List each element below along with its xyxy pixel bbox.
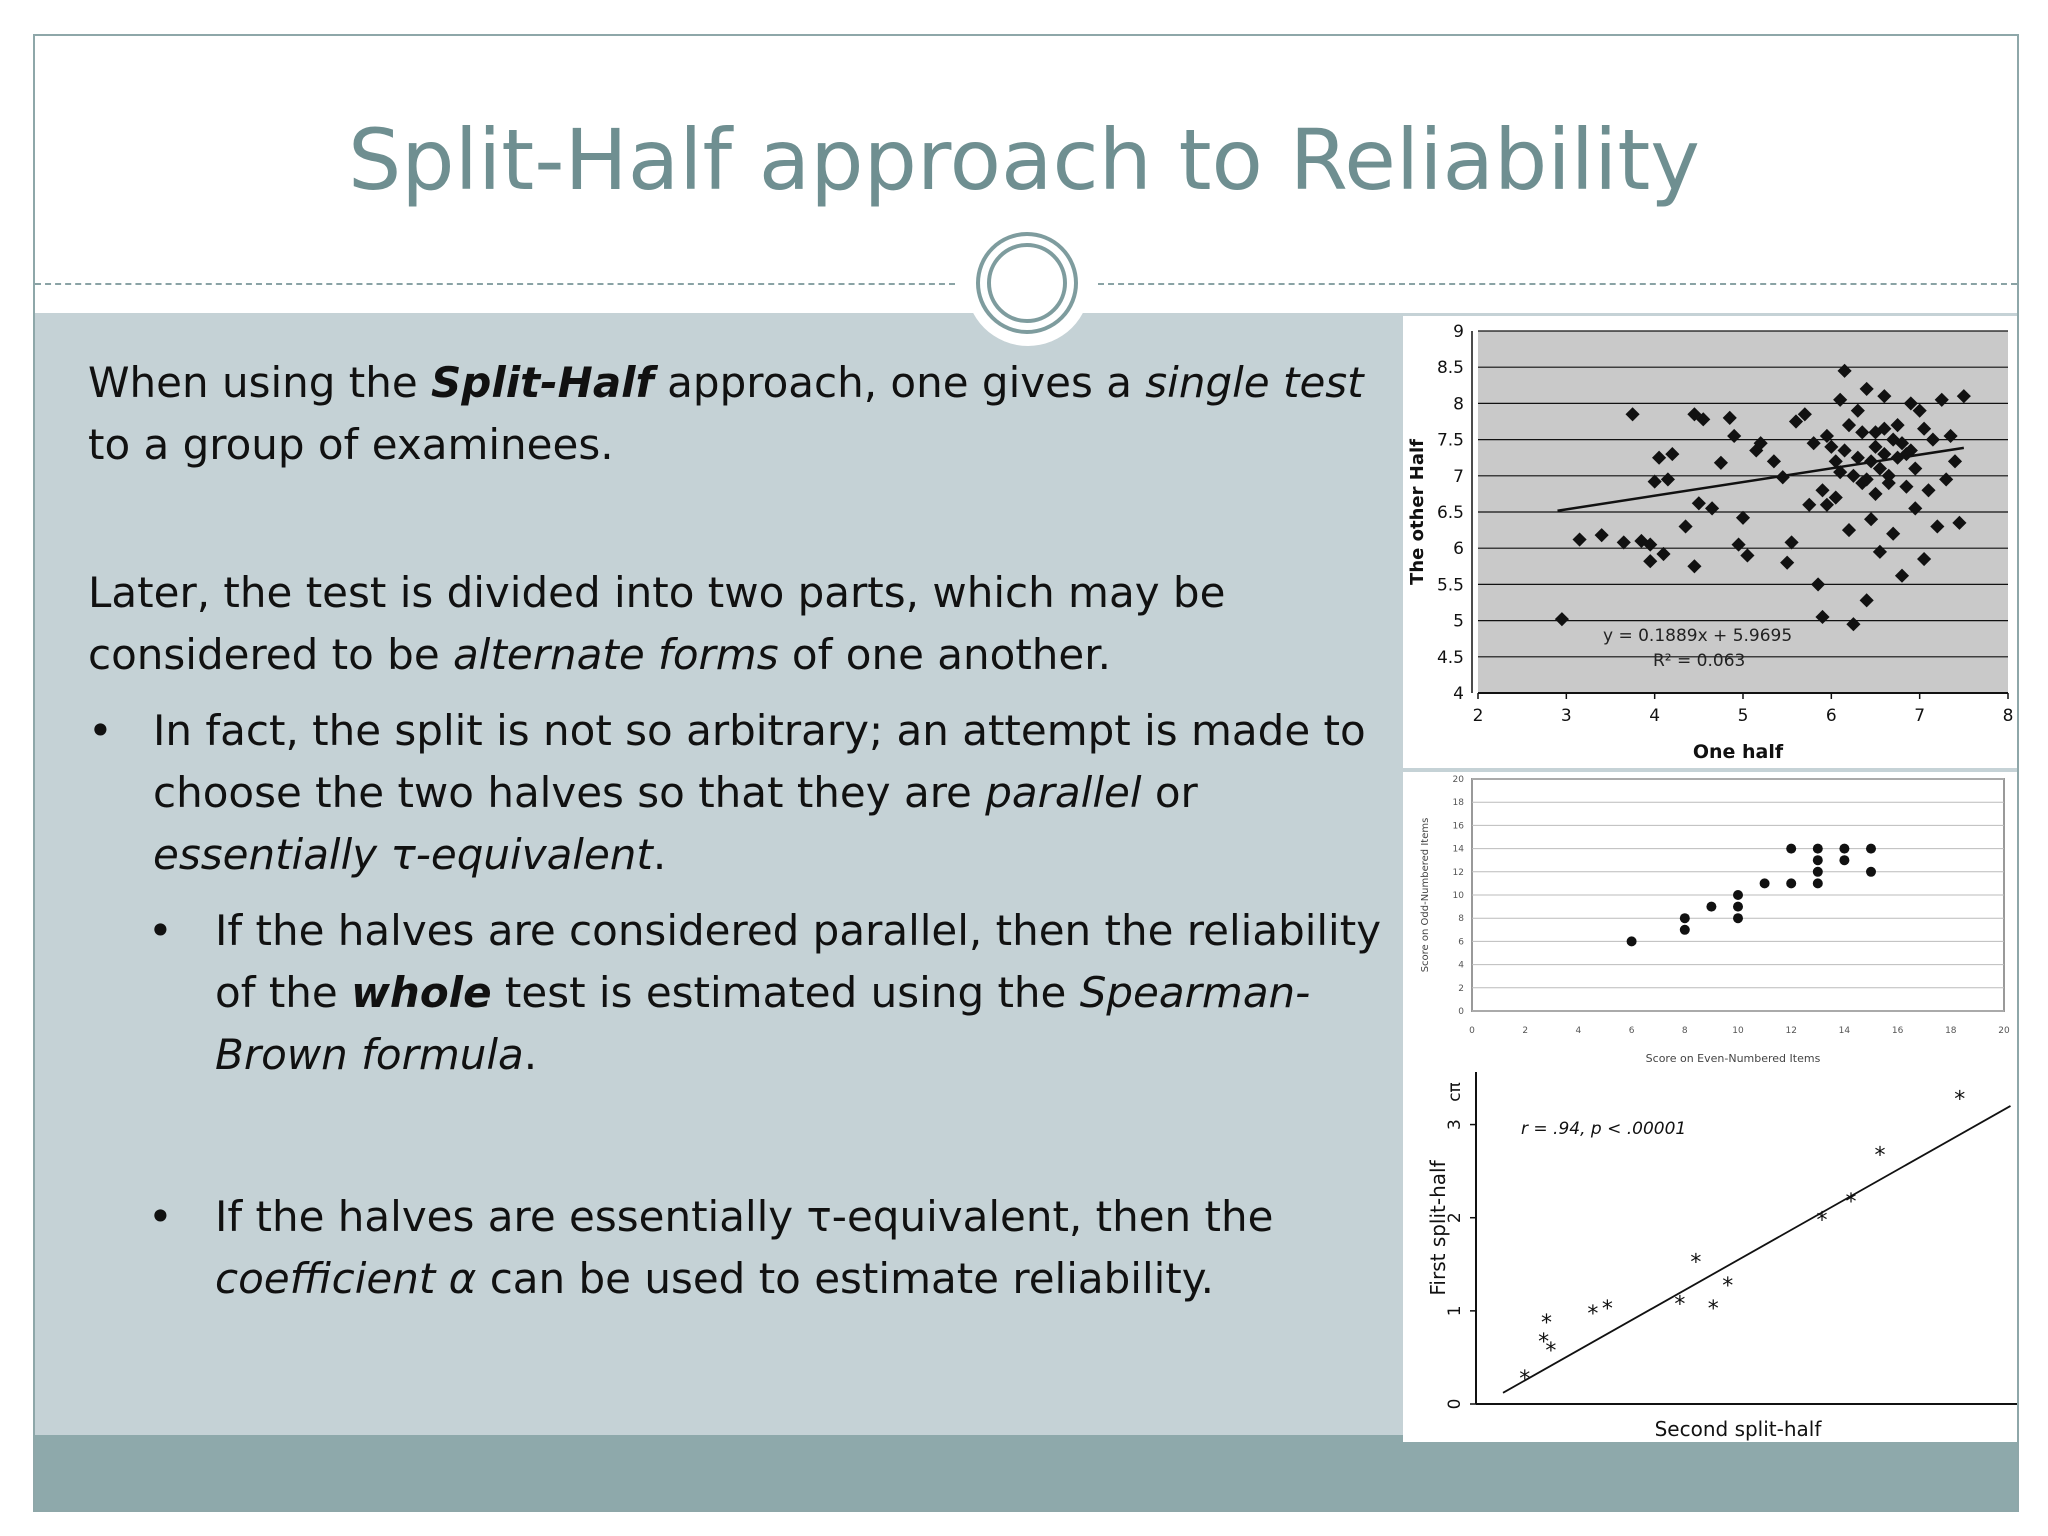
x-tick-label: 3 xyxy=(1560,706,1572,726)
y-tick-label: 10 xyxy=(1452,891,1464,901)
x-tick-label: 7 xyxy=(1914,706,1926,726)
y-tick-label: 8 xyxy=(1453,394,1464,415)
bullet-parallel-halves xyxy=(88,900,1388,1086)
y-tick-label: 4 xyxy=(1458,960,1464,971)
emphasis-parallel: parallel xyxy=(985,768,1142,817)
scatter-chart-bottom xyxy=(1403,1070,2017,1442)
data-point xyxy=(1706,902,1716,912)
footer-bar xyxy=(35,1435,2017,1510)
x-tick-label: 6 xyxy=(1825,706,1837,726)
text-run: . xyxy=(523,1030,538,1079)
data-point xyxy=(1839,855,1849,865)
text-run: If the halves are essentially τ-equivalent, then the xyxy=(215,1192,1274,1241)
data-point xyxy=(1733,890,1743,900)
emphasis-single-test: single test xyxy=(1145,358,1364,407)
data-point xyxy=(1680,925,1690,935)
x-tick-label: 14 xyxy=(1838,1026,1851,1036)
y-tick-label: 4.5 xyxy=(1436,647,1464,668)
trendline xyxy=(1503,1106,2011,1393)
data-point xyxy=(1733,913,1743,923)
scatter-chart-middle xyxy=(1403,772,2017,1070)
x-tick-label: 4 xyxy=(1649,706,1661,726)
title-divider-right xyxy=(1098,283,2017,285)
y-axis-label: The other Half xyxy=(1407,439,1428,585)
text-run: Later, the test is divided into two parts, which may be considered to be xyxy=(88,568,1226,679)
y-tick-label: 5.5 xyxy=(1436,575,1464,596)
x-tick-label: 8 xyxy=(2002,706,2014,726)
paragraph-intro xyxy=(88,352,1388,476)
y-tick-label: 6 xyxy=(1458,937,1464,948)
regression-equation: y = 0.1889x + 5.9695 xyxy=(1603,626,1793,646)
text-run: . xyxy=(652,830,667,879)
title-divider-left xyxy=(35,283,955,285)
y-tick-label-partial: cπ xyxy=(1445,1082,1465,1102)
paragraph-alternate-forms xyxy=(88,562,1388,686)
data-point: * xyxy=(1816,1208,1828,1234)
x-tick-label: 0 xyxy=(1469,1026,1475,1036)
scatter-chart-bottom-svg xyxy=(1403,1070,2017,1442)
emphasis-split-half: Split-Half xyxy=(431,358,654,407)
text-run: If the halves are considered parallel, then the reliability of the xyxy=(215,906,1382,1017)
text-run: In fact, the split is not so arbitrary; an attempt is made to choose the two halves so that they are xyxy=(153,706,1366,817)
data-point xyxy=(1813,878,1823,888)
x-tick-label: 4 xyxy=(1575,1026,1582,1036)
slide-body xyxy=(88,352,1388,1310)
data-point xyxy=(1733,902,1743,912)
data-point: * xyxy=(1845,1190,1857,1216)
y-tick-label: 9 xyxy=(1453,322,1464,342)
data-point xyxy=(1786,844,1796,854)
data-point: * xyxy=(1601,1297,1613,1323)
text-run: approach, one gives a xyxy=(653,358,1146,407)
y-tick-label: 7 xyxy=(1453,466,1464,487)
emphasis-whole: whole xyxy=(351,968,492,1017)
data-point xyxy=(1866,867,1876,877)
bullet-marker: • xyxy=(88,706,113,755)
y-tick-label: 2 xyxy=(1445,1212,1465,1224)
r-squared-label: R² = 0.063 xyxy=(1653,651,1746,671)
x-tick-label: 8 xyxy=(1681,1026,1688,1036)
emphasis-tau-equivalent: essentially τ-equivalent xyxy=(153,830,653,879)
y-tick-label: 12 xyxy=(1452,867,1464,878)
y-tick-label: 6.5 xyxy=(1436,503,1464,523)
x-tick-label: 12 xyxy=(1785,1026,1797,1036)
x-tick-label: 2 xyxy=(1472,706,1484,726)
y-tick-label: 8 xyxy=(1458,914,1464,925)
x-tick-label: 10 xyxy=(1732,1026,1744,1036)
y-tick-label: 5 xyxy=(1453,611,1464,632)
data-point: * xyxy=(1690,1250,1702,1276)
y-tick-label: 8.5 xyxy=(1436,358,1464,379)
slide-title: Split-Half approach to Reliability xyxy=(347,111,1701,209)
data-point xyxy=(1627,936,1637,946)
x-axis-label: Second split-half xyxy=(1654,1417,1822,1441)
y-tick-label: 1 xyxy=(1445,1305,1465,1317)
y-tick-label: 4 xyxy=(1453,684,1464,704)
y-axis-label: First split-half xyxy=(1426,1160,1450,1296)
divider-ring-inner xyxy=(987,243,1067,323)
data-point: * xyxy=(1519,1367,1531,1393)
y-tick-label: 0 xyxy=(1458,1007,1464,1017)
text-run: or xyxy=(1141,768,1198,817)
data-point: * xyxy=(1541,1311,1552,1337)
x-tick-label: 6 xyxy=(1628,1026,1635,1036)
bullet-tau-equivalent-halves xyxy=(88,1186,1388,1310)
data-point xyxy=(1760,878,1770,888)
text-run: When using the xyxy=(88,358,432,407)
data-point xyxy=(1680,913,1690,923)
y-tick-label: 16 xyxy=(1452,821,1464,832)
y-tick-label: 6 xyxy=(1453,539,1464,560)
y-tick-label: 14 xyxy=(1452,844,1464,855)
x-tick-label: 20 xyxy=(1998,1026,2010,1036)
data-point xyxy=(1813,844,1823,854)
data-point xyxy=(1786,878,1796,888)
data-point: * xyxy=(1954,1087,1966,1113)
bullet-split-not-arbitrary xyxy=(88,700,1388,886)
scatter-chart-top-svg xyxy=(1403,316,2017,768)
correlation-label: r = .94, p < .00001 xyxy=(1521,1119,1687,1139)
x-axis-label: Score on Even-Numbered Items xyxy=(1645,1052,1821,1065)
text-run: can be used to estimate reliability. xyxy=(476,1254,1214,1303)
y-tick-label: 7.5 xyxy=(1436,430,1464,451)
data-point xyxy=(1813,855,1823,865)
x-tick-label: 2 xyxy=(1522,1026,1529,1036)
y-tick-label: 18 xyxy=(1452,798,1464,809)
data-point: * xyxy=(1538,1329,1550,1355)
data-point: * xyxy=(1874,1143,1886,1169)
x-tick-label: 16 xyxy=(1891,1026,1904,1036)
bullet-marker: • xyxy=(148,1192,173,1241)
y-tick-label: 0 xyxy=(1445,1398,1465,1410)
emphasis-spearman-brown: Spearman-Brown formula xyxy=(215,968,1311,1079)
data-point xyxy=(1866,844,1876,854)
y-tick-label: 3 xyxy=(1445,1119,1465,1130)
emphasis-alternate-forms: alternate forms xyxy=(453,630,779,679)
data-point: * xyxy=(1674,1292,1686,1318)
y-tick-label: 2 xyxy=(1458,983,1464,994)
x-tick-label: 5 xyxy=(1737,706,1749,726)
bullet-marker: • xyxy=(148,906,173,955)
emphasis-coefficient-alpha: coefficient α xyxy=(215,1254,477,1303)
data-point: * xyxy=(1545,1339,1557,1365)
data-point xyxy=(1813,867,1823,877)
data-point xyxy=(1839,844,1849,854)
scatter-chart-middle-svg xyxy=(1403,772,2017,1070)
data-point: * xyxy=(1722,1273,1734,1299)
text-run: test is estimated using the xyxy=(491,968,1080,1017)
x-tick-label: 18 xyxy=(1945,1026,1957,1036)
scatter-chart-top xyxy=(1403,316,2017,768)
data-point: * xyxy=(1587,1301,1599,1327)
y-tick-label: 20 xyxy=(1452,775,1464,785)
text-run: of one another. xyxy=(778,630,1112,679)
data-point: * xyxy=(1707,1297,1719,1323)
y-axis-label: Score on Odd-Numbered Items xyxy=(1420,817,1431,973)
x-axis-label: One half xyxy=(1692,741,1784,763)
text-run: to a group of examinees. xyxy=(88,420,614,469)
